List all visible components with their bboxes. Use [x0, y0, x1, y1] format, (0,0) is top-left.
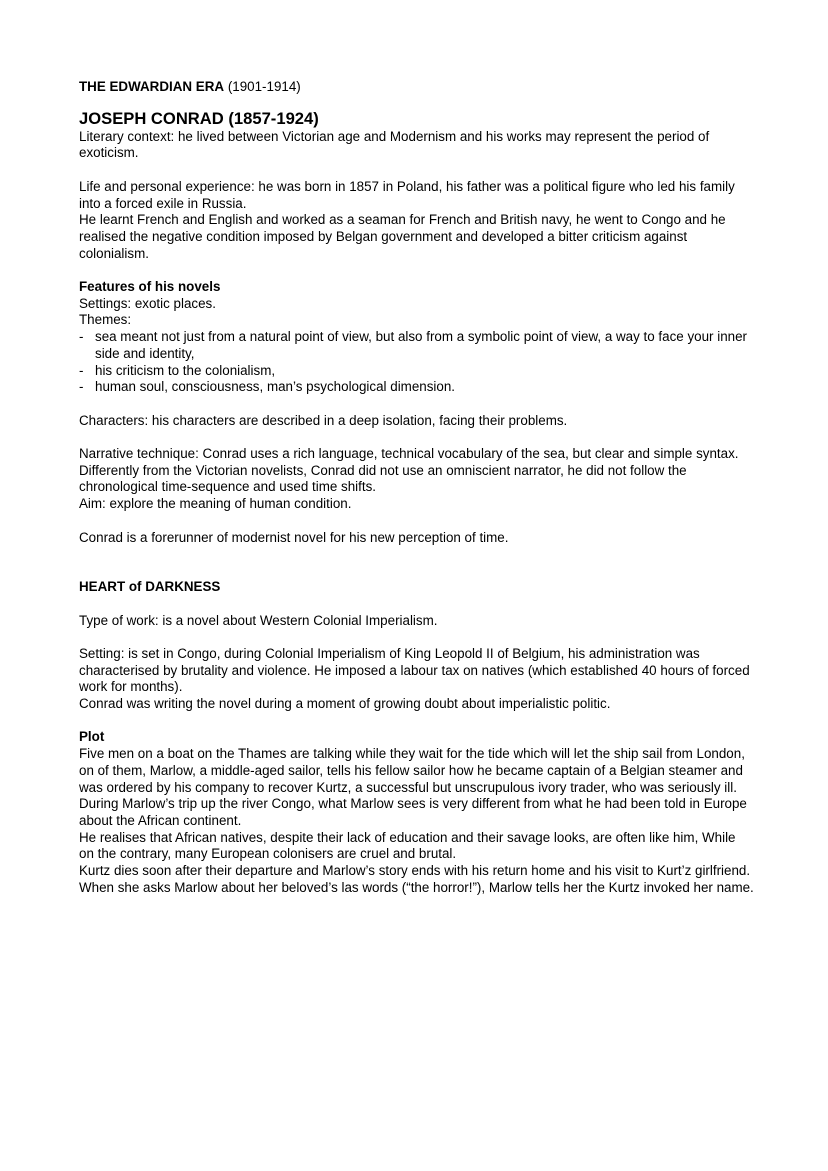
- spacer: [79, 429, 754, 446]
- list-item: [79, 363, 754, 380]
- spacer: [79, 713, 754, 730]
- conrad-title: JOSEPH CONRAD (1857-1924): [79, 108, 319, 128]
- aim-line: Aim: explore the meaning of human condition.: [79, 496, 352, 512]
- spacer: [79, 396, 754, 413]
- spacer: [79, 162, 754, 179]
- theme-text: sea meant not just from a natural point of view, but also from a symbolic point of view, a way to face your inner side and identity,: [95, 329, 748, 361]
- plot-paragraph: During Marlow’s trip up the river Congo, what Marlow sees is very different from what he had been told in Europe about the African continent.: [79, 796, 747, 828]
- era-years: (1901-1914): [227, 79, 301, 94]
- spacer: [79, 546, 754, 579]
- settings-line: Settings: exotic places.: [79, 295, 216, 311]
- setting-paragraph: Setting: is set in Congo, during Colonial Imperialism of King Leopold II of Belgium, his administration was characterised by brutality and violence. He imposed a labour tax on natives (which established 40 hours of forced work for months).: [79, 645, 750, 695]
- literary-context: Literary context: he lived between Victorian age and Modernism and his works may represent the period of exoticism.: [79, 128, 710, 161]
- list-item: [79, 379, 754, 396]
- theme-text: human soul, consciousness, man’s psychological dimension.: [95, 379, 456, 395]
- themes-label: Themes:: [79, 312, 132, 328]
- characters-paragraph: Characters: his characters are described in a deep isolation, facing their problems.: [79, 412, 568, 428]
- themes-list: [79, 329, 754, 396]
- features-heading: Features of his novels: [79, 279, 221, 294]
- heart-title: HEART of DARKNESS: [79, 579, 221, 595]
- spacer: [79, 629, 754, 646]
- era-heading: [79, 79, 754, 96]
- career-paragraph: He learnt French and English and worked as a seaman for French and British navy, he went to Congo and he realised the negative condition imposed by Belgan government and developed a bitter criticism against colonialism.: [79, 212, 726, 261]
- narrator-paragraph: Differently from the Victorian novelists, Conrad did not use an omniscient narrator, he did not follow the chronological time-sequence and used time shifts.: [79, 462, 687, 495]
- dash-bullet: -: [79, 329, 84, 345]
- plot-paragraph: Five men on a boat on the Thames are talking while they wait for the tide which will let the ship sail from London, on of them, Marlow, a middle-aged sailor, tells his fellow sailor how he became captain of a Belgian steamer and was ordered by his company to recover Kurtz, a successful but unscrupulous ivory trader, who was seriously ill.: [79, 746, 745, 795]
- writing-context: Conrad was writing the novel during a moment of growing doubt about imperialistic politic.: [79, 696, 611, 712]
- life-experience: Life and personal experience: he was born in 1857 in Poland, his father was a political figure who led his family into a forced exile in Russia.: [79, 178, 735, 211]
- era-title: THE EDWARDIAN ERA: [79, 79, 225, 94]
- plot-heading: Plot: [79, 729, 105, 745]
- list-item: [79, 329, 754, 362]
- type-of-work: Type of work: is a novel about Western Colonial Imperialism.: [79, 612, 438, 628]
- spacer: [79, 513, 754, 530]
- plot-paragraph: Kurtz dies soon after their departure and Marlow’s story ends with his return home and his visit to Kurt’z girlfriend.: [79, 863, 751, 879]
- spacer: [79, 262, 754, 279]
- dash-bullet: -: [79, 379, 84, 395]
- document-content: [79, 79, 754, 897]
- plot-paragraph: When she asks Marlow about her beloved’s las words (“the horror!”), Marlow tells her the Kurtz invoked her name.: [79, 879, 754, 895]
- spacer: [79, 596, 754, 613]
- narrative-technique: Narrative technique: Conrad uses a rich language, technical vocabulary of the sea, but clear and simple syntax.: [79, 446, 739, 461]
- dash-bullet: -: [79, 362, 84, 378]
- forerunner-line: Conrad is a forerunner of modernist novel for his new perception of time.: [79, 529, 509, 545]
- theme-text: his criticism to the colonialism,: [95, 362, 276, 378]
- plot-paragraph: He realises that African natives, despite their lack of education and their savage looks, are often like him, While on the contrary, many European colonisers are cruel and brutal.: [79, 829, 736, 862]
